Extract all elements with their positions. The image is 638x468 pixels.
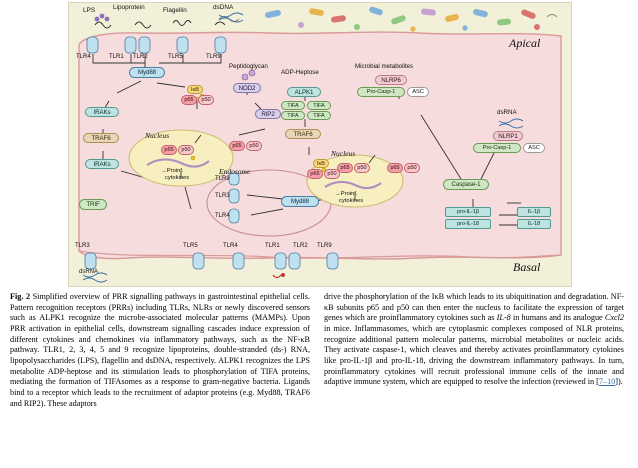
node-p50-nucleus-mid: p50 — [354, 163, 370, 173]
node-p50-nucleus-left: p50 — [178, 145, 194, 155]
node-pro-il18: pro-IL-18 — [445, 219, 491, 229]
label-dsrna-bottom: dsRNA — [79, 269, 99, 275]
label-basal: Basal — [513, 260, 541, 274]
ligand-flagellin: Flagellin — [163, 7, 187, 14]
node-p50-cyto: p50 — [198, 95, 214, 105]
node-caspase1: Caspase-1 — [443, 179, 489, 190]
caption-column-right — [324, 292, 624, 409]
caption-italic-cxcl2: Cxcl2 — [604, 313, 624, 323]
node-myd88-endosome: Myd88 — [281, 196, 319, 207]
receptor-tlr1-top: TLR1 — [109, 54, 124, 60]
node-tifa-1: TIFA — [281, 101, 305, 110]
node-p50-cyto-mid: p50 — [324, 169, 340, 179]
node-nlrp1: NLRP1 — [493, 131, 523, 141]
node-ikb-mid: IκB — [313, 159, 329, 168]
caption-right-text-1: drive the phosphorylation of the IκB which leads to its ubiquitination and degradation. NF-κB subunits p65 and p50 can then enter the nucleus to facilitate the expression of target genes which are proinflammatory cytokines such as — [324, 292, 624, 323]
caption-left-text: Simplified overview of PRR signalling pathways in gastrointestinal epithelial cells. Pattern recognition receptors (PRRs) including TLRs, NLRs or newly discovered sensors such as ALPK1 recognize the microbe-associated molecular patterns (MAMPs). Upon PRR activation in epithelial cells, downstream signalling cascades induce expression of different cytokines and chemokines via inflammatory pathways, such as the NF-κB pathway. TLR1, 2, 3, 4, 5 and 9 recognize lipoproteins, double-stranded (ds-) RNA, lipopolysaccharides (LPS), flagellin and dsDNA, respectively. ALPK1 recognizes the LPS metabolite ADP-heptose and its stimulation leads to phosphorylation of TIFA proteins, mediating the formation of TIFAsomes as a response to gram-negative bacteria. Ligands bind to a receptor which leads to the recruitment of adaptor proteins (e.g. Myd88, TRAF6 and RIP2). These adaptors — [10, 292, 311, 408]
node-tifa-3: TIFA — [281, 111, 305, 120]
node-asc-a: ASC — [407, 87, 429, 97]
receptor-tlr4-top: TLR4 — [76, 54, 91, 60]
node-tlr9-endosome: TLR9 — [215, 176, 230, 182]
caption-figure-label: Fig. 2 — [10, 292, 31, 301]
node-traf6-2: TRAF6 — [285, 129, 321, 139]
node-il18: IL-18 — [517, 219, 551, 229]
label-adp-heptose: ADP-Heptose — [281, 69, 319, 76]
label-nucleus-left: Nucleus — [145, 131, 170, 140]
figure-panel — [68, 2, 572, 287]
receptor-tlr9-bottom: TLR9 — [317, 243, 332, 249]
node-myd88-top: Myd88 — [129, 67, 165, 78]
node-traf6-1: TRAF6 — [83, 133, 119, 143]
node-tlr3-endosome: TLR3 — [215, 193, 230, 199]
node-tifa-4: TIFA — [307, 111, 331, 120]
label-proinf-mid-2: cytokines — [339, 198, 364, 204]
node-iraks-2: IRAKs — [85, 159, 119, 169]
label-apical: Apical — [509, 36, 541, 50]
caption-right-text-3: in mice. Inflammasomes, which are cytoplasmic complexes composed of NLR proteins, recognize additional pattern molecular patterns, microbial metabolites or nucleic acids. They activate caspase-1, which cleaves and thereby activates proinflammatory cytokines like pro-IL-1β and pro-IL-18, driving the downstream inflammatory pathways. In turn, proinflammatory cytokines will recruit professional immune cells of the innate and adaptive immune system, which are equipped to resolve the infection (reviewed in [ — [324, 323, 624, 387]
label-microbial-metabolites: Microbial metabolites — [355, 63, 414, 70]
node-p50-entering-mid: p50 — [404, 163, 420, 173]
node-nod2: NOD2 — [233, 83, 261, 93]
caption-column-left — [10, 292, 310, 409]
caption-italic-il8: IL-8 — [496, 313, 511, 323]
receptor-tlr2-bottom: TLR2 — [293, 243, 308, 249]
node-iraks-1: IRAKs — [85, 107, 119, 117]
node-rip2: RIP2 — [255, 109, 281, 119]
node-nlrp6: NLRP6 — [375, 75, 407, 85]
ligand-lps: LPS — [83, 7, 96, 14]
caption-reference-link[interactable]: 7–10 — [598, 377, 616, 387]
label-proinf-left-2: cytokines — [165, 175, 190, 181]
receptor-tlr5-bottom: TLR5 — [183, 243, 198, 249]
node-p65-cyto: p65 — [181, 95, 197, 105]
node-p65-nucleus-left: p65 — [161, 145, 177, 155]
node-alpk1: ALPK1 — [287, 87, 321, 97]
node-p65-entering-left: p65 — [229, 141, 245, 151]
label-endosome: Endosome — [219, 167, 251, 176]
label-dsrna-right: dsRNA — [497, 109, 517, 116]
receptor-tlr1-bottom: TLR1 — [265, 243, 280, 249]
receptor-tlr4-bottom: TLR4 — [223, 243, 238, 249]
receptor-tlr3-bottom: TLR3 — [75, 243, 90, 249]
figure-caption — [10, 292, 628, 409]
caption-right-text-4: ]). — [615, 377, 623, 387]
ligand-dsdna: dsDNA — [213, 4, 234, 11]
node-p65-nucleus-mid: p65 — [337, 163, 353, 173]
receptor-tlr2-top: TLR2 — [133, 54, 148, 60]
node-p50-entering-left: p50 — [246, 141, 262, 151]
node-pro-casp1-b: Pro-Casp-1 — [473, 143, 521, 153]
node-pro-il1b: pro-IL-1β — [445, 207, 491, 217]
node-ikb: IκB — [187, 85, 203, 94]
receptor-tlr9-top: TLR9 — [206, 54, 221, 60]
node-pro-casp1-a: Pro-Casp-1 — [357, 87, 405, 97]
node-asc-b: ASC — [523, 143, 545, 153]
node-il1b: IL-1β — [517, 207, 551, 217]
label-peptidoglycan: Peptidoglycan — [229, 63, 268, 70]
ligand-lipoprotein: Lipoprotein — [113, 4, 145, 11]
label-proinf-mid: →Proinf. — [335, 191, 358, 197]
node-tifa-2: TIFA — [307, 101, 331, 110]
receptor-tlr5-top: TLR5 — [168, 54, 183, 60]
node-p65-cyto-mid: p65 — [307, 169, 323, 179]
node-trif: TRIF — [79, 199, 107, 210]
node-tlr4-endosome: TLR4 — [215, 213, 230, 219]
label-nucleus-mid: Nucleus — [331, 149, 356, 158]
label-proinf-left: →Proinf. — [161, 168, 184, 174]
caption-right-text-2: in humans and its analogue — [510, 313, 605, 323]
node-p65-entering-mid: p65 — [387, 163, 403, 173]
